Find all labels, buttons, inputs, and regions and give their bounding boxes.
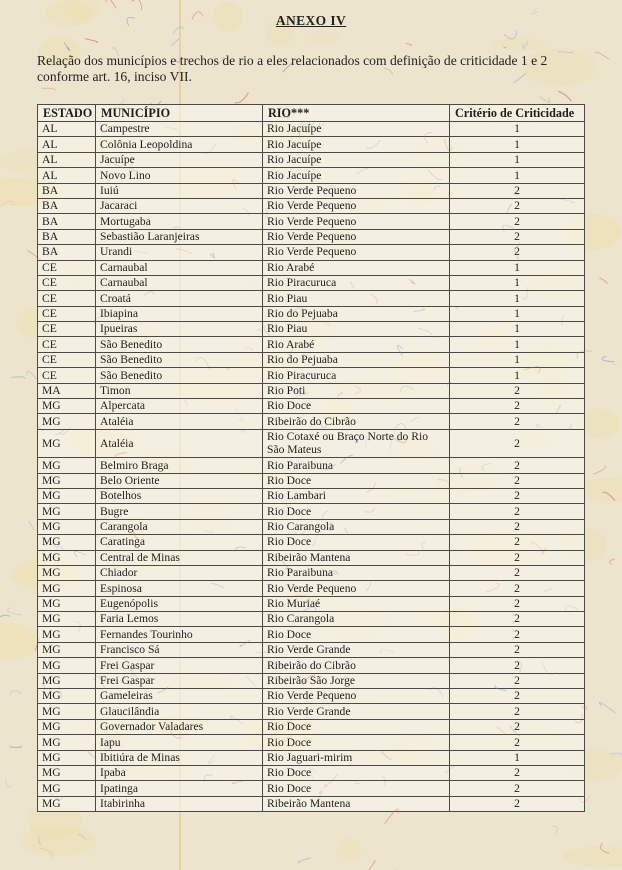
cell-criticidade: 1 <box>450 306 585 321</box>
cell-rio: Rio Verde Pequeno <box>263 689 450 704</box>
cell-rio: Rio do Pejuaba <box>263 352 450 367</box>
cell-rio: Rio Jaguari-mirim <box>263 750 450 765</box>
cell-estado: MG <box>38 689 96 704</box>
cell-criticidade: 2 <box>450 245 585 260</box>
cell-rio: Rio Doce <box>263 781 450 796</box>
table-row <box>38 322 585 337</box>
cell-estado: AL <box>38 152 96 167</box>
cell-estado: AL <box>38 122 96 137</box>
cell-municipio: Governador Valadares <box>96 719 263 734</box>
cell-criticidade: 2 <box>450 519 585 534</box>
cell-rio: Rio Jacuípe <box>263 122 450 137</box>
cell-municipio: Gameleiras <box>96 689 263 704</box>
cell-municipio: Ataléia <box>96 429 263 457</box>
cell-estado: CE <box>38 368 96 383</box>
cell-criticidade: 2 <box>450 414 585 429</box>
table-header-row <box>38 105 585 122</box>
cell-criticidade: 1 <box>450 368 585 383</box>
cell-estado: BA <box>38 198 96 213</box>
cell-rio: Ribeirão São Jorge <box>263 673 450 688</box>
cell-criticidade: 1 <box>450 275 585 290</box>
cell-rio: Rio Lambari <box>263 488 450 503</box>
cell-criticidade: 1 <box>450 152 585 167</box>
cell-municipio: Carnaubal <box>96 275 263 290</box>
cell-estado: MG <box>38 596 96 611</box>
cell-rio: Rio Verde Pequeno <box>263 214 450 229</box>
column-header-municipio: MUNICÍPIO <box>96 105 263 122</box>
table-row <box>38 368 585 383</box>
cell-rio: Rio Doce <box>263 399 450 414</box>
cell-criticidade: 2 <box>450 781 585 796</box>
table-row <box>38 550 585 565</box>
column-header-estado: ESTADO <box>38 105 96 122</box>
table-row <box>38 291 585 306</box>
table-row <box>38 137 585 152</box>
cell-rio: Rio Jacuípe <box>263 168 450 183</box>
table-row <box>38 735 585 750</box>
cell-municipio: Chiador <box>96 565 263 580</box>
cell-estado: MG <box>38 781 96 796</box>
cell-municipio: Ipatinga <box>96 781 263 796</box>
page-title: ANEXO IV <box>275 13 347 28</box>
cell-rio: Rio Poti <box>263 383 450 398</box>
cell-estado: AL <box>38 168 96 183</box>
cell-rio: Rio Verde Grande <box>263 642 450 657</box>
table-row <box>38 765 585 780</box>
cell-estado: CE <box>38 306 96 321</box>
cell-estado: MG <box>38 612 96 627</box>
cell-municipio: Central de Minas <box>96 550 263 565</box>
cell-criticidade: 2 <box>450 535 585 550</box>
cell-criticidade: 2 <box>450 399 585 414</box>
cell-municipio: Ipaba <box>96 765 263 780</box>
cell-municipio: São Benedito <box>96 352 263 367</box>
table-row <box>38 519 585 534</box>
cell-criticidade: 2 <box>450 596 585 611</box>
table-row <box>38 565 585 580</box>
cell-municipio: Novo Lino <box>96 168 263 183</box>
cell-municipio: Eugenópolis <box>96 596 263 611</box>
table-row <box>38 581 585 596</box>
cell-municipio: Faria Lemos <box>96 612 263 627</box>
cell-rio: Rio Arabé <box>263 337 450 352</box>
cell-municipio: Ibitiúra de Minas <box>96 750 263 765</box>
cell-criticidade: 2 <box>450 183 585 198</box>
cell-municipio: Carangola <box>96 519 263 534</box>
table-row <box>38 781 585 796</box>
cell-municipio: São Benedito <box>96 368 263 383</box>
cell-estado: MG <box>38 550 96 565</box>
cell-rio: Rio Verde Pequeno <box>263 198 450 213</box>
cell-rio: Ribeirão do Cibrão <box>263 658 450 673</box>
cell-estado: BA <box>38 214 96 229</box>
cell-estado: MG <box>38 627 96 642</box>
cell-estado: MG <box>38 504 96 519</box>
table-row <box>38 152 585 167</box>
table-row <box>38 673 585 688</box>
cell-criticidade: 1 <box>450 168 585 183</box>
cell-estado: MG <box>38 735 96 750</box>
column-header-rio: RIO*** <box>263 105 450 122</box>
cell-municipio: Carnaubal <box>96 260 263 275</box>
cell-criticidade: 1 <box>450 291 585 306</box>
cell-rio: Rio Jacuípe <box>263 152 450 167</box>
cell-municipio: Ipueiras <box>96 322 263 337</box>
cell-rio: Rio Verde Pequeno <box>263 245 450 260</box>
table-row <box>38 352 585 367</box>
cell-criticidade: 1 <box>450 750 585 765</box>
table-row <box>38 504 585 519</box>
table-row <box>38 245 585 260</box>
cell-criticidade: 1 <box>450 260 585 275</box>
table-row <box>38 627 585 642</box>
table-row <box>38 198 585 213</box>
cell-municipio: Urandi <box>96 245 263 260</box>
table-row <box>38 337 585 352</box>
cell-municipio: Croatá <box>96 291 263 306</box>
cell-rio: Rio Muriaé <box>263 596 450 611</box>
cell-estado: BA <box>38 245 96 260</box>
cell-rio: Rio Arabé <box>263 260 450 275</box>
cell-criticidade: 2 <box>450 642 585 657</box>
cell-rio: Rio Verde Pequeno <box>263 581 450 596</box>
cell-criticidade: 1 <box>450 122 585 137</box>
table-row <box>38 383 585 398</box>
cell-municipio: Mortugaba <box>96 214 263 229</box>
table-body <box>38 122 585 812</box>
cell-estado: BA <box>38 183 96 198</box>
cell-criticidade: 2 <box>450 429 585 457</box>
cell-estado: CE <box>38 260 96 275</box>
table-row <box>38 229 585 244</box>
cell-estado: MG <box>38 429 96 457</box>
cell-criticidade: 2 <box>450 658 585 673</box>
cell-criticidade: 2 <box>450 796 585 811</box>
cell-estado: CE <box>38 352 96 367</box>
cell-estado: MG <box>38 704 96 719</box>
cell-criticidade: 2 <box>450 581 585 596</box>
cell-estado: MG <box>38 642 96 657</box>
cell-municipio: Sebastião Laranjeiras <box>96 229 263 244</box>
cell-municipio: Caratinga <box>96 535 263 550</box>
table-row <box>38 596 585 611</box>
cell-municipio: Iuiú <box>96 183 263 198</box>
cell-estado: CE <box>38 291 96 306</box>
cell-criticidade: 2 <box>450 550 585 565</box>
table-row <box>38 750 585 765</box>
table-row <box>38 399 585 414</box>
cell-estado: MG <box>38 414 96 429</box>
cell-criticidade: 2 <box>450 765 585 780</box>
table-row <box>38 214 585 229</box>
cell-rio: Rio Doce <box>263 735 450 750</box>
cell-estado: BA <box>38 229 96 244</box>
cell-estado: MG <box>38 565 96 580</box>
cell-rio: Rio Carangola <box>263 612 450 627</box>
cell-criticidade: 2 <box>450 383 585 398</box>
cell-rio: Rio Piracuruca <box>263 275 450 290</box>
cell-criticidade: 2 <box>450 673 585 688</box>
cell-municipio: Jacuípe <box>96 152 263 167</box>
cell-rio: Rio Doce <box>263 473 450 488</box>
table-row <box>38 275 585 290</box>
cell-municipio: São Benedito <box>96 337 263 352</box>
cell-municipio: Colônia Leopoldina <box>96 137 263 152</box>
cell-municipio: Alpercata <box>96 399 263 414</box>
cell-municipio: Jacaraci <box>96 198 263 213</box>
cell-rio: Ribeirão Mantena <box>263 550 450 565</box>
cell-criticidade: 2 <box>450 612 585 627</box>
cell-municipio: Belo Oriente <box>96 473 263 488</box>
cell-estado: MG <box>38 796 96 811</box>
cell-rio: Rio Paraibuna <box>263 458 450 473</box>
cell-estado: MG <box>38 519 96 534</box>
table-row <box>38 458 585 473</box>
cell-municipio: Fernandes Tourinho <box>96 627 263 642</box>
cell-estado: CE <box>38 275 96 290</box>
cell-municipio: Belmiro Braga <box>96 458 263 473</box>
cell-estado: MG <box>38 765 96 780</box>
table-row <box>38 796 585 811</box>
cell-municipio: Campestre <box>96 122 263 137</box>
municipios-rios-table <box>37 104 585 812</box>
table-row <box>38 704 585 719</box>
cell-rio: Rio Carangola <box>263 519 450 534</box>
cell-municipio: Glaucilândia <box>96 704 263 719</box>
cell-rio: Rio Piracuruca <box>263 368 450 383</box>
cell-criticidade: 1 <box>450 352 585 367</box>
cell-criticidade: 2 <box>450 473 585 488</box>
cell-estado: MG <box>38 458 96 473</box>
cell-rio: Rio Paraibuna <box>263 565 450 580</box>
table-row <box>38 260 585 275</box>
cell-municipio: Itabirinha <box>96 796 263 811</box>
cell-criticidade: 1 <box>450 337 585 352</box>
cell-estado: MG <box>38 473 96 488</box>
table-row <box>38 429 585 457</box>
cell-criticidade: 2 <box>450 735 585 750</box>
cell-rio: Rio Doce <box>263 719 450 734</box>
cell-municipio: Timon <box>96 383 263 398</box>
cell-criticidade: 1 <box>450 322 585 337</box>
cell-municipio: Espinosa <box>96 581 263 596</box>
cell-criticidade: 2 <box>450 458 585 473</box>
cell-criticidade: 2 <box>450 214 585 229</box>
cell-rio: Rio Doce <box>263 535 450 550</box>
cell-municipio: Francisco Sá <box>96 642 263 657</box>
cell-estado: AL <box>38 137 96 152</box>
cell-rio: Rio Cotaxé ou Braço Norte do Rio São Mateus <box>263 429 450 457</box>
cell-rio: Rio Doce <box>263 627 450 642</box>
cell-estado: MG <box>38 399 96 414</box>
cell-criticidade: 2 <box>450 229 585 244</box>
table-row <box>38 535 585 550</box>
cell-rio: Rio Verde Pequeno <box>263 183 450 198</box>
cell-rio: Rio Verde Pequeno <box>263 229 450 244</box>
table-row <box>38 414 585 429</box>
table-row <box>38 612 585 627</box>
cell-criticidade: 2 <box>450 504 585 519</box>
cell-criticidade: 2 <box>450 198 585 213</box>
table-row <box>38 488 585 503</box>
cell-municipio: Ibiapina <box>96 306 263 321</box>
cell-estado: MG <box>38 488 96 503</box>
cell-estado: MG <box>38 719 96 734</box>
cell-criticidade: 2 <box>450 704 585 719</box>
cell-rio: Rio do Pejuaba <box>263 306 450 321</box>
intro-paragraph: Relação dos municípios e trechos de rio a eles relacionados com definição de criticidade 1 e 2 conforme art. 16, inciso VII. <box>37 53 548 85</box>
cell-rio: Rio Doce <box>263 504 450 519</box>
cell-estado: CE <box>38 337 96 352</box>
table-row <box>38 122 585 137</box>
table-row <box>38 658 585 673</box>
table-row <box>38 168 585 183</box>
table-row <box>38 642 585 657</box>
table-row <box>38 183 585 198</box>
cell-rio: Rio Piau <box>263 322 450 337</box>
cell-rio: Rio Jacuípe <box>263 137 450 152</box>
cell-rio: Rio Doce <box>263 765 450 780</box>
cell-estado: MG <box>38 535 96 550</box>
cell-municipio: Frei Gaspar <box>96 673 263 688</box>
cell-criticidade: 2 <box>450 488 585 503</box>
cell-criticidade: 2 <box>450 719 585 734</box>
column-header-criticidade: Critério de Criticidade <box>450 105 585 122</box>
cell-estado: MG <box>38 658 96 673</box>
table-row <box>38 473 585 488</box>
table-row <box>38 306 585 321</box>
cell-estado: MG <box>38 581 96 596</box>
table-row <box>38 689 585 704</box>
cell-estado: MA <box>38 383 96 398</box>
cell-rio: Ribeirão do Cibrão <box>263 414 450 429</box>
cell-municipio: Ataléia <box>96 414 263 429</box>
cell-municipio: Botelhos <box>96 488 263 503</box>
cell-rio: Rio Piau <box>263 291 450 306</box>
cell-estado: CE <box>38 322 96 337</box>
cell-criticidade: 1 <box>450 137 585 152</box>
cell-municipio: Bugre <box>96 504 263 519</box>
cell-rio: Ribeirão Mantena <box>263 796 450 811</box>
cell-estado: MG <box>38 750 96 765</box>
cell-criticidade: 2 <box>450 689 585 704</box>
cell-criticidade: 2 <box>450 565 585 580</box>
cell-municipio: Frei Gaspar <box>96 658 263 673</box>
table-row <box>38 719 585 734</box>
cell-municipio: Iapu <box>96 735 263 750</box>
cell-estado: MG <box>38 673 96 688</box>
cell-rio: Rio Verde Grande <box>263 704 450 719</box>
cell-criticidade: 2 <box>450 627 585 642</box>
